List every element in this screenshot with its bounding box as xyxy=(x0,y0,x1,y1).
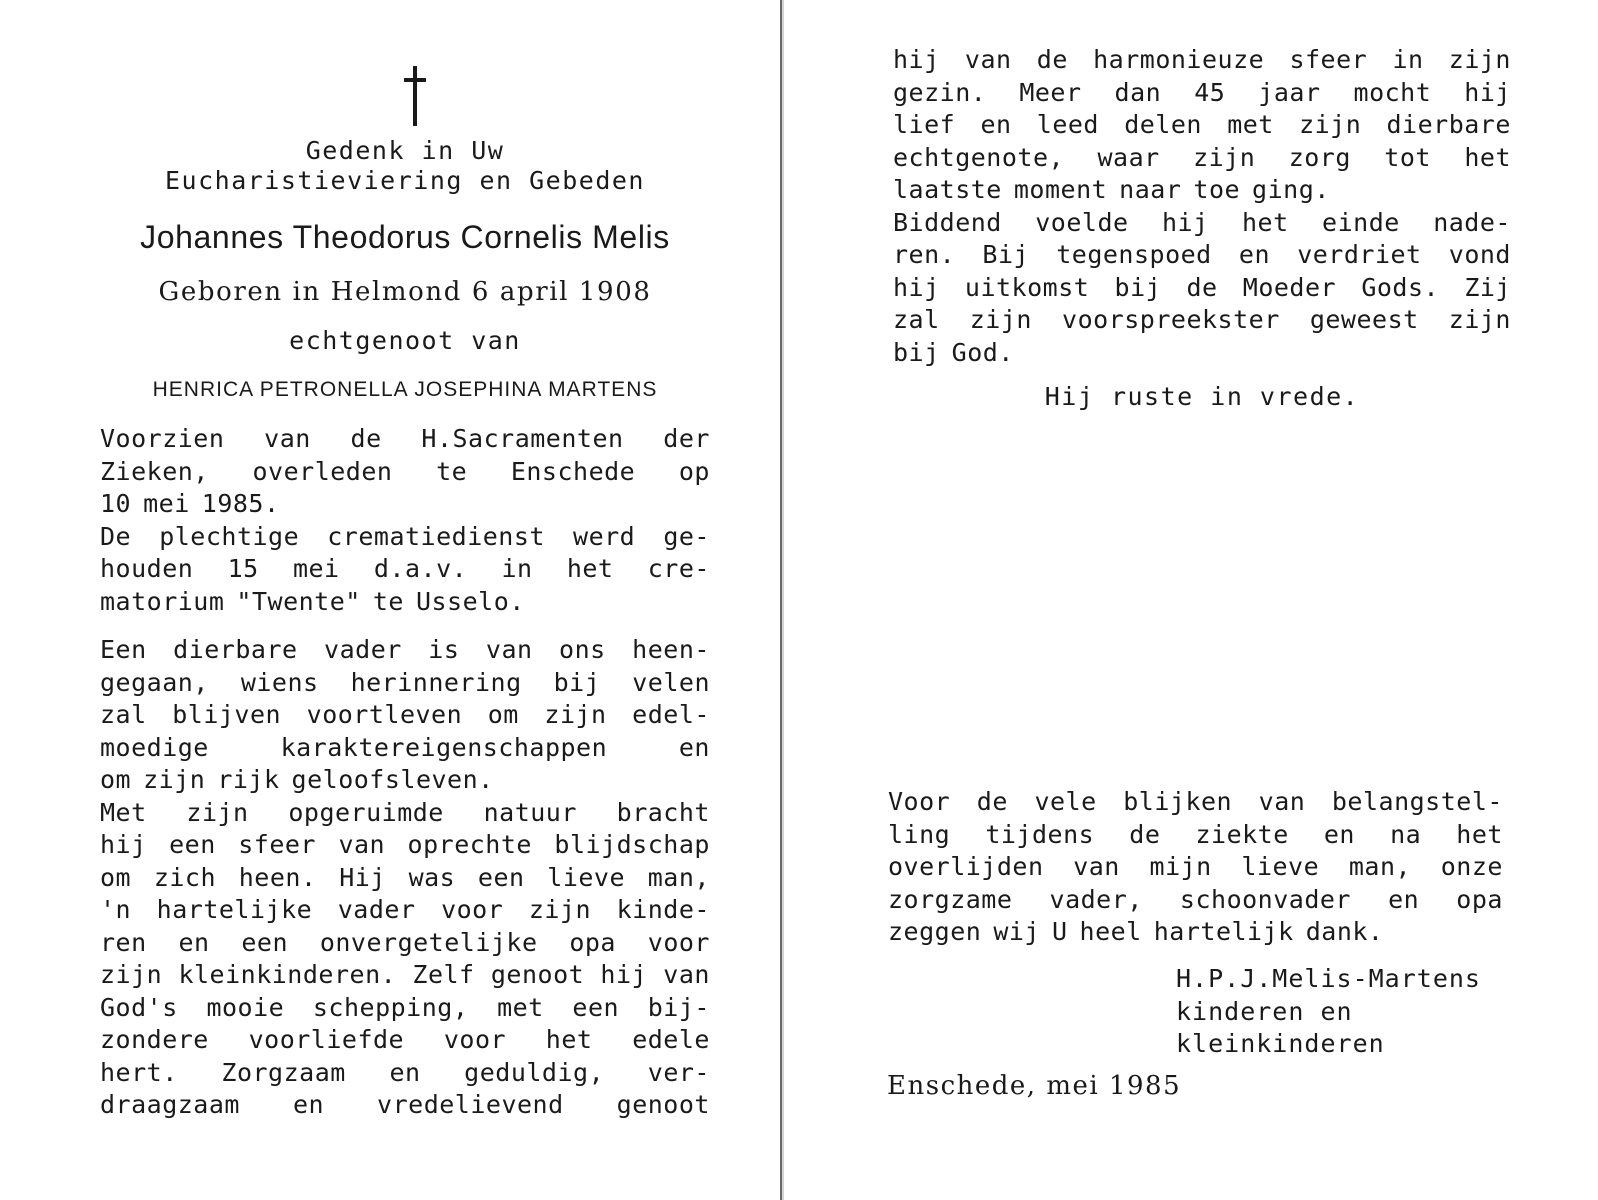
text-line xyxy=(100,927,710,960)
word: zijn xyxy=(186,797,249,827)
word: en xyxy=(678,732,710,762)
word: Zieken, xyxy=(100,456,209,486)
word: en xyxy=(389,1057,421,1087)
header-line-2: Eucharistieviering en Gebeden xyxy=(165,166,645,195)
word: het xyxy=(545,1025,593,1054)
word: naar xyxy=(1119,175,1182,204)
word: van xyxy=(1258,787,1306,816)
word: belangstel- xyxy=(1331,787,1503,816)
word: hij xyxy=(1464,77,1511,107)
word: geloofsleven. xyxy=(291,765,494,794)
word: en xyxy=(178,927,210,957)
text-line xyxy=(893,109,1511,142)
word: houden xyxy=(100,554,194,583)
place-date: Enschede, mei 1985 xyxy=(887,1071,1182,1101)
word: zondere xyxy=(100,1025,209,1054)
word: voor xyxy=(441,895,504,924)
word: de xyxy=(1036,45,1068,74)
text-line xyxy=(888,786,1503,819)
word: d.a.v. xyxy=(373,554,468,583)
signature-line: kleinkinderen xyxy=(1176,1029,1385,1058)
word: Zelf xyxy=(412,960,475,989)
word: 15 xyxy=(227,554,259,583)
word: voorliefde xyxy=(248,1025,405,1054)
word: wij xyxy=(993,917,1040,946)
word: mijn xyxy=(1149,852,1212,881)
word: Zorgzaam xyxy=(221,1057,346,1087)
word: zijn xyxy=(544,700,607,729)
word: heen. xyxy=(238,862,317,892)
word: Hij xyxy=(339,862,386,892)
word: van xyxy=(964,45,1012,74)
word: geduldig, xyxy=(464,1057,605,1087)
word: opa xyxy=(1456,884,1503,914)
word: delen xyxy=(1124,110,1202,139)
word: geweest xyxy=(1309,305,1419,334)
spouse-intro: echtgenoot van xyxy=(289,326,521,355)
word: een xyxy=(241,927,289,957)
word: dierbare xyxy=(173,635,298,664)
word: bij xyxy=(553,667,601,697)
word: zijn xyxy=(1448,45,1511,74)
word: moedige xyxy=(100,732,209,762)
word: cre- xyxy=(647,554,710,583)
word: zijn xyxy=(969,305,1032,334)
word: vader, xyxy=(1049,884,1143,914)
header-line-1: Gedenk in Uw xyxy=(305,136,505,165)
thanks-paragraph xyxy=(888,786,1503,949)
word: nade- xyxy=(1433,207,1511,237)
text-line xyxy=(100,764,710,797)
text-line xyxy=(100,586,710,619)
word: God. xyxy=(951,337,1014,367)
word: en xyxy=(1323,819,1355,849)
birth-line: Geboren in Helmond 6 april 1908 xyxy=(158,277,652,307)
word: tegenspoed xyxy=(1056,240,1212,269)
word: en xyxy=(1388,884,1420,914)
word: H.Sacramenten xyxy=(421,424,624,453)
word: Biddend xyxy=(893,207,1002,237)
word: om xyxy=(487,700,519,729)
left-paragraph-2 xyxy=(100,634,710,1122)
text-line xyxy=(100,732,710,765)
word: voor xyxy=(443,1025,507,1054)
word: een xyxy=(477,862,525,892)
text-line xyxy=(100,797,710,830)
word: de xyxy=(1186,272,1218,302)
text-line xyxy=(888,916,1503,949)
word: ren. xyxy=(893,240,956,269)
text-line xyxy=(893,304,1511,337)
word: Bij xyxy=(982,240,1030,269)
word: het xyxy=(566,554,614,583)
word: Enschede xyxy=(510,456,636,486)
word: vader xyxy=(324,635,402,664)
word: kleinkinderen. xyxy=(178,960,397,989)
word: het xyxy=(1456,819,1503,849)
signature-line: H.P.J.Melis-Martens xyxy=(1176,964,1481,993)
word: voelde xyxy=(1035,207,1129,237)
word: 'n xyxy=(100,895,132,924)
word: van xyxy=(264,424,311,453)
word: zal xyxy=(100,700,147,729)
word: draagzaam xyxy=(100,1090,240,1119)
text-line xyxy=(100,699,710,732)
word: voor xyxy=(647,927,710,957)
text-line xyxy=(893,207,1511,240)
word: vader xyxy=(337,895,416,924)
word: na xyxy=(1390,819,1422,849)
text-line xyxy=(100,894,710,927)
text-line xyxy=(893,337,1511,370)
word: tot xyxy=(1384,142,1431,172)
text-line xyxy=(100,488,710,521)
word: overleden xyxy=(252,456,393,486)
word: matorium xyxy=(100,586,225,616)
word: vele xyxy=(1034,787,1097,816)
word: dan xyxy=(1114,77,1162,107)
word: was xyxy=(408,862,456,892)
word: hij xyxy=(893,272,940,302)
word: zeggen xyxy=(888,917,982,946)
word: zorgzame xyxy=(888,884,1013,914)
word: "Twente" xyxy=(236,586,361,616)
word: edel- xyxy=(632,700,710,729)
left-paragraph-1 xyxy=(100,423,710,618)
word: bracht xyxy=(616,797,710,827)
word: 1985. xyxy=(201,489,280,518)
word: Een xyxy=(100,635,147,664)
word: tijdens xyxy=(985,819,1095,849)
word: vredelievend xyxy=(377,1090,564,1119)
word: ling xyxy=(888,819,951,849)
word: sfeer xyxy=(1289,45,1368,74)
word: bij xyxy=(893,337,940,367)
word: hij xyxy=(100,830,147,859)
card-fold-shadow xyxy=(782,0,784,1200)
word: oprechte xyxy=(407,830,532,859)
text-line xyxy=(893,239,1511,272)
word: in xyxy=(501,554,533,583)
word: crematiedienst xyxy=(327,521,545,551)
word: jaar xyxy=(1258,77,1321,107)
spouse-name: HENRICA PETRONELLA JOSEPHINA MARTENS xyxy=(152,378,658,401)
word: onvergetelijke xyxy=(319,927,538,957)
text-line xyxy=(100,959,710,992)
word: en xyxy=(980,110,1012,139)
text-line xyxy=(100,423,710,456)
word: hij xyxy=(600,960,648,989)
word: natuur xyxy=(483,797,577,827)
word: dierbare xyxy=(1386,110,1511,139)
text-line xyxy=(100,1057,710,1090)
word: moment xyxy=(1013,175,1108,204)
word: mooie xyxy=(206,992,285,1022)
word: echtgenote, xyxy=(893,142,1065,172)
word: van xyxy=(338,830,386,859)
text-line xyxy=(893,174,1511,207)
word: einde xyxy=(1322,207,1400,237)
word: Met xyxy=(100,797,147,827)
word: rijk xyxy=(217,765,280,794)
word: verdriet xyxy=(1297,240,1422,269)
word: herinnering xyxy=(350,667,522,697)
word: hert. xyxy=(100,1057,178,1087)
text-line xyxy=(100,829,710,862)
word: de xyxy=(976,787,1008,816)
word: zorg xyxy=(1288,142,1351,172)
word: om xyxy=(100,765,132,794)
word: uitkomst xyxy=(964,272,1090,302)
word: zijn xyxy=(528,895,592,924)
text-line xyxy=(893,77,1511,110)
text-line xyxy=(888,884,1503,917)
word: 10 xyxy=(100,489,132,518)
word: het xyxy=(1464,142,1511,172)
word: bij xyxy=(1114,272,1162,302)
closing-line: Hij ruste in vrede. xyxy=(1044,382,1360,411)
text-line xyxy=(893,142,1511,175)
text-line xyxy=(100,634,710,667)
word: gegaan, xyxy=(100,667,209,697)
word: genoot xyxy=(616,1090,710,1119)
word: leed xyxy=(1036,110,1099,139)
word: schoonvader xyxy=(1179,884,1351,914)
text-line xyxy=(100,1024,710,1057)
word: genoot xyxy=(490,960,585,989)
word: blijken xyxy=(1123,787,1233,816)
word: het xyxy=(1242,207,1289,237)
word: schepping, xyxy=(312,992,469,1022)
word: Zij xyxy=(1464,272,1511,302)
word: op xyxy=(678,456,710,486)
right-paragraph-1 xyxy=(893,44,1511,369)
word: blijdschap xyxy=(554,830,710,859)
word: der xyxy=(663,424,710,453)
word: ren xyxy=(100,927,147,957)
word: God's xyxy=(100,992,178,1022)
word: lief xyxy=(893,110,956,139)
word: plechtige xyxy=(159,521,300,551)
word: hij xyxy=(1161,207,1209,237)
word: karaktereigenschappen xyxy=(280,732,608,762)
text-line xyxy=(888,851,1503,884)
word: ge- xyxy=(663,521,710,551)
word: harmonieuze xyxy=(1093,45,1265,74)
word: dank. xyxy=(1305,917,1384,946)
word: ons xyxy=(559,635,606,664)
word: heel xyxy=(1079,917,1142,946)
word: zijn xyxy=(1193,142,1256,172)
signature-line: kinderen en xyxy=(1176,996,1353,1026)
word: een xyxy=(572,992,620,1022)
word: De xyxy=(100,521,132,551)
word: zijn xyxy=(143,765,206,794)
word: werd xyxy=(573,521,636,551)
word: met xyxy=(1227,110,1274,139)
word: te xyxy=(436,456,468,486)
word: man, xyxy=(1348,852,1412,881)
text-line xyxy=(893,272,1511,305)
word: man, xyxy=(647,862,710,892)
word: edele xyxy=(632,1025,710,1054)
text-line xyxy=(100,992,710,1025)
word: met xyxy=(497,992,544,1022)
word: ziekte xyxy=(1195,819,1289,849)
text-line xyxy=(100,553,710,586)
word: overlijden xyxy=(888,852,1044,881)
word: laatste xyxy=(893,175,1002,204)
word: zijn xyxy=(1299,110,1362,139)
word: mocht xyxy=(1353,77,1432,107)
word: heen- xyxy=(632,635,710,664)
word: U xyxy=(1051,917,1068,946)
word: Meer xyxy=(1019,77,1082,107)
word: gezin. xyxy=(893,77,987,107)
word: voorspreekster xyxy=(1062,305,1280,334)
word: zal xyxy=(893,305,940,334)
word: hartelijke xyxy=(156,895,313,924)
word: Voorzien xyxy=(100,424,225,453)
word: en xyxy=(292,1090,325,1119)
signature-block xyxy=(1176,963,1481,1061)
word: opa xyxy=(569,927,616,957)
word: velen xyxy=(632,667,710,697)
word: in xyxy=(1392,45,1424,74)
word: van xyxy=(663,960,710,989)
word: voortleven xyxy=(306,700,463,729)
word: onze xyxy=(1440,852,1503,881)
word: lieve xyxy=(547,862,626,892)
word: een xyxy=(169,830,216,859)
word: 45 xyxy=(1194,77,1226,107)
word: sfeer xyxy=(238,830,316,859)
text-line xyxy=(100,862,710,895)
word: lieve xyxy=(1241,852,1320,881)
cross-icon xyxy=(403,66,427,126)
word: toe xyxy=(1193,175,1241,204)
word: Voor xyxy=(888,787,951,816)
word: zijn xyxy=(1448,305,1511,334)
text-line xyxy=(100,456,710,489)
text-line xyxy=(100,1089,710,1122)
word: bij- xyxy=(647,992,710,1022)
word: de xyxy=(1129,819,1161,849)
word: waar xyxy=(1097,142,1160,172)
word: mei xyxy=(292,554,340,583)
word: kinde- xyxy=(616,895,710,924)
word: hartelijk xyxy=(1153,917,1294,946)
word: wiens xyxy=(240,667,319,697)
word: opgeruimde xyxy=(288,797,444,827)
text-line xyxy=(100,667,710,700)
text-line xyxy=(888,819,1503,852)
word: om xyxy=(100,862,132,892)
word: te xyxy=(372,586,404,616)
word: en xyxy=(1238,240,1271,269)
word: hij xyxy=(893,45,940,74)
word: zijn xyxy=(100,960,163,989)
word: Usselo. xyxy=(415,586,525,616)
word: ging. xyxy=(1252,175,1330,204)
word: zich xyxy=(153,862,217,892)
word: blijven xyxy=(172,700,282,729)
word: van xyxy=(1073,852,1120,881)
word: van xyxy=(485,635,533,664)
word: ver- xyxy=(647,1057,710,1087)
word: mei xyxy=(143,489,190,518)
deceased-name: Johannes Theodorus Cornelis Melis xyxy=(140,219,670,255)
text-line xyxy=(100,521,710,554)
word: Moeder xyxy=(1242,272,1337,302)
word: is xyxy=(428,635,460,664)
text-line xyxy=(893,44,1511,77)
word: de xyxy=(350,424,382,453)
word: vond xyxy=(1448,240,1511,269)
word: Gods. xyxy=(1361,272,1440,302)
